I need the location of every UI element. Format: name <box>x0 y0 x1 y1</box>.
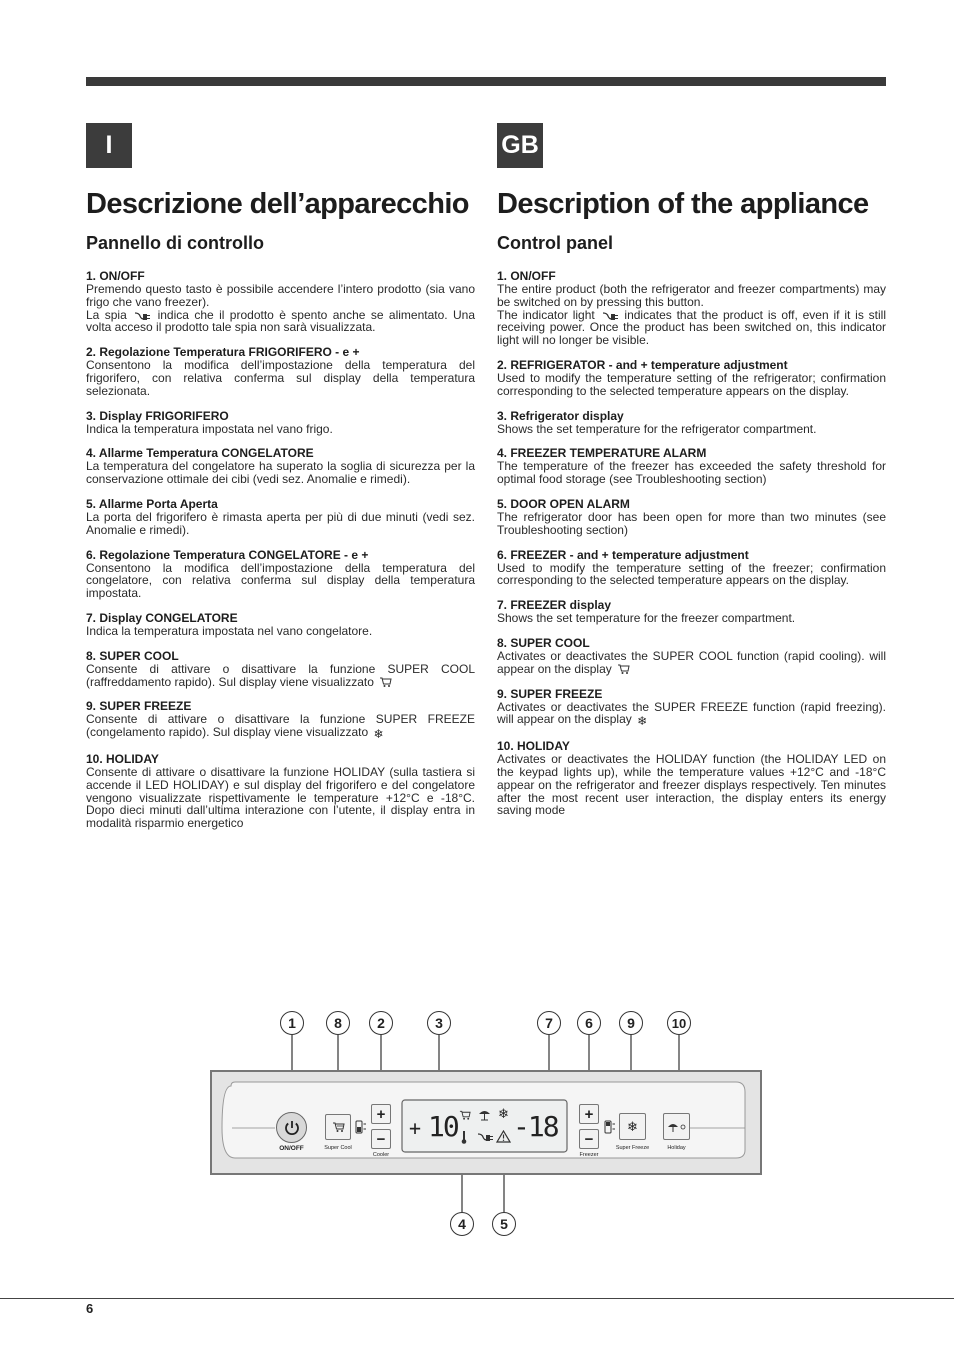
cart-icon <box>459 1109 471 1121</box>
item-title: 7. FREEZER display <box>497 598 612 613</box>
page-title: Descrizione dell’apparecchio <box>86 188 469 220</box>
description-item <box>86 753 475 830</box>
item-text: Consentono la modifica dell’impostazione della temperatura del congelatore, con relativa conferma sul display della temperatura impostata. <box>86 560 475 601</box>
freezer-label: Freezer <box>579 1152 599 1158</box>
item-title: 5. DOOR OPEN ALARM <box>497 496 630 511</box>
text-segment: The indicator light <box>497 307 600 322</box>
control-panel-diagram <box>0 1000 954 1250</box>
item-text <box>86 309 475 335</box>
item-title: 6. Regolazione Temperatura CONGELATORE - e + <box>86 547 369 562</box>
item-text: The temperature of the freezer has exceeded the safety threshold for optimal food storage (see Troubleshooting section) <box>497 459 886 487</box>
language-badge-italian: I <box>86 123 132 168</box>
item-text: Shows the set temperature for the freezer compartment. <box>497 611 796 626</box>
freezer-temperature: -18 <box>513 1110 558 1143</box>
item-title: 8. SUPER COOL <box>86 648 179 663</box>
text-segment: Activates or deactivates the SUPER COOL function (rapid cooling). will appear on the display <box>497 648 886 676</box>
item-text: La porta del frigorifero è rimasta aperta per più di due minuti (vedi sez. Anomalie e rimedi). <box>86 509 475 537</box>
item-text <box>86 663 475 689</box>
callout-9: 9 <box>619 1011 643 1035</box>
item-title: 8. SUPER COOL <box>497 635 590 650</box>
super-freeze-button[interactable] <box>619 1113 646 1140</box>
super-cool-label: Super Cool <box>324 1145 352 1151</box>
description-item <box>86 498 475 537</box>
onoff-button[interactable] <box>276 1112 307 1143</box>
italian-column <box>86 186 475 842</box>
page-title: Description of the appliance <box>497 188 869 220</box>
snowflake-icon: ❄ <box>637 714 648 729</box>
holiday-label: Holiday <box>667 1145 686 1151</box>
item-title: 9. SUPER FREEZE <box>86 699 192 714</box>
cooler-label: Cooler <box>372 1152 390 1158</box>
item-text: Consentono la modifica dell’impostazione della temperatura del frigorifero, con relativa conferma sul display della temperatura selezionata. <box>86 358 475 398</box>
text-segment: Consente di attivare o disattivare la funzione SUPER COOL (raffreddamento rapido). Sul display viene visualizzato <box>86 661 475 689</box>
section-title: Pannello di controllo <box>86 233 265 253</box>
description-item <box>497 410 886 436</box>
description-item <box>497 688 886 729</box>
page-number: 6 <box>86 1301 94 1316</box>
description-item <box>497 637 886 676</box>
fridge-minus-button[interactable]: − <box>371 1129 391 1149</box>
cart-icon <box>617 663 630 675</box>
item-title: 5. Allarme Porta Aperta <box>86 496 218 511</box>
description-item <box>497 740 886 817</box>
item-list <box>86 270 475 830</box>
freezer-indicator-icon <box>604 1120 616 1134</box>
text-segment: Consente di attivare o disattivare la funzione SUPER FREEZE (congelamento rapido). Sul display viene visualizzato <box>86 712 475 740</box>
item-text: The entire product (both the refrigerator and freezer compartments) may be switched on by pressing this button. <box>497 282 886 309</box>
callout-3: 3 <box>427 1011 451 1035</box>
callout-7: 7 <box>537 1011 561 1035</box>
text-segment: Activates or deactivates the SUPER FREEZE function (rapid freezing). will appear on the display <box>497 699 886 727</box>
description-item <box>86 346 475 397</box>
item-text: Premendo questo tasto è possibile accendere l’intero prodotto (sia vano frigo che vano freezer). <box>86 282 475 309</box>
item-list <box>497 270 886 817</box>
description-item <box>497 270 886 347</box>
description-item <box>86 410 475 436</box>
section-title: Control panel <box>497 233 613 253</box>
description-item <box>86 612 475 638</box>
item-title: 1. ON/OFF <box>86 269 145 283</box>
power-icon <box>283 1119 301 1137</box>
description-item <box>497 599 886 625</box>
item-text: Activates or deactivates the HOLIDAY function (the HOLIDAY LED on the keypad lights up), while the temperature values +12°C and -18°C appear on the refrigerator and freezer displays respectively. Ten minutes after the most recent user interaction, the display enters its energy saving mode <box>497 752 886 818</box>
item-title: 7. Display CONGELATORE <box>86 610 238 625</box>
callout-6: 6 <box>577 1011 601 1035</box>
description-item <box>86 700 475 741</box>
description-item <box>497 549 886 588</box>
english-column <box>497 186 886 829</box>
description-item <box>497 498 886 537</box>
footer-rule <box>0 1298 954 1299</box>
item-text <box>497 309 886 347</box>
super-cool-button[interactable] <box>325 1114 351 1140</box>
snowflake-icon: ❄ <box>498 1106 509 1121</box>
item-title: 1. ON/OFF <box>497 269 556 283</box>
holiday-button[interactable] <box>663 1113 690 1140</box>
description-item <box>497 359 886 398</box>
text-segment: indicates that the product is off, even if it is still receiving power. Once the product has been switched on, this indicator light will no longer be visible. <box>497 307 886 348</box>
item-text <box>497 701 886 729</box>
onoff-label: ON/OFF <box>279 1145 304 1152</box>
item-text: The refrigerator door has been open for more than two minutes (see Troubleshooting section) <box>497 509 886 537</box>
item-title: 6. FREEZER - and + temperature adjustment <box>497 547 749 562</box>
snowflake-icon: ❄ <box>373 727 384 742</box>
callout-5: 5 <box>492 1212 516 1236</box>
holiday-umbrella-icon <box>667 1121 687 1133</box>
callout-10: 10 <box>667 1011 691 1035</box>
item-title: 3. Refrigerator display <box>497 408 624 423</box>
item-title: 2. REFRIGERATOR - and + temperature adjustment <box>497 357 788 372</box>
callout-8: 8 <box>326 1011 350 1035</box>
cart-icon <box>379 676 392 688</box>
item-title: 4. FREEZER TEMPERATURE ALARM <box>497 446 707 461</box>
item-title: 10. HOLIDAY <box>497 739 570 754</box>
callout-1: 1 <box>280 1011 304 1035</box>
fridge-indicator-icon <box>355 1120 367 1134</box>
plug-icon <box>134 311 150 321</box>
plug-icon <box>602 311 618 321</box>
item-text: Used to modify the temperature setting of the refrigerator; confirmation corresponding to the selected temperature appears on the display. <box>497 370 886 398</box>
warning-icon <box>496 1130 511 1143</box>
snowflake-icon: ❄ <box>627 1118 638 1134</box>
item-text: Used to modify the temperature setting of the freezer; confirmation corresponding to the selected temperature appears on the display. <box>497 560 886 588</box>
item-text: La temperatura del congelatore ha superato la soglia di sicurezza per la conservazione ottimale dei cibi (vedi sez. Anomalie e rimedi). <box>86 459 475 487</box>
callout-2: 2 <box>369 1011 393 1035</box>
language-badge-english: GB <box>497 123 543 168</box>
item-text: Consente di attivare o disattivare la funzione HOLIDAY (sulla tastiera si accende il LED HOLIDAY) e sul display del frigorifero e del congelatore vengono visualizzate rispettivamente le temperature +12°C e -18°C. Dopo dieci minuti dall’ultima interazione con l’utente, il display entra in modalità risparmio energetico <box>86 764 475 831</box>
description-item <box>86 270 475 334</box>
umbrella-icon <box>478 1108 491 1121</box>
description-item <box>497 447 886 486</box>
description-item <box>86 650 475 689</box>
description-item <box>86 447 475 486</box>
callout-4: 4 <box>450 1212 474 1236</box>
fridge-sign: + <box>409 1116 422 1140</box>
super-freeze-label: Super Freeze <box>615 1145 650 1151</box>
item-title: 3. Display FRIGORIFERO <box>86 408 229 423</box>
item-text <box>86 713 475 741</box>
item-title: 10. HOLIDAY <box>86 751 159 766</box>
cart-icon <box>332 1121 345 1133</box>
plug-icon <box>477 1132 493 1142</box>
item-text: Indica la temperatura impostata nel vano congelatore. <box>86 623 373 638</box>
freezer-plus-button[interactable]: + <box>579 1104 599 1124</box>
fridge-plus-button[interactable]: + <box>371 1104 391 1124</box>
item-text: Indica la temperatura impostata nel vano frigo. <box>86 421 333 436</box>
item-text <box>497 650 886 676</box>
fridge-temperature: 10 <box>428 1110 458 1143</box>
thermometer-icon <box>460 1130 468 1144</box>
item-title: 4. Allarme Temperatura CONGELATORE <box>86 446 314 461</box>
item-title: 2. Regolazione Temperatura FRIGORIFERO - e + <box>86 345 360 360</box>
text-segment: La spia <box>86 307 133 322</box>
top-rule <box>86 77 886 86</box>
text-segment: indica che il prodotto è spento anche se alimentato. Una volta acceso il prodotto tale spia non sarà visualizzata. <box>86 307 476 335</box>
description-item <box>86 549 475 600</box>
item-text: Shows the set temperature for the refrigerator compartment. <box>497 421 817 436</box>
item-title: 9. SUPER FREEZE <box>497 686 603 701</box>
freezer-minus-button[interactable]: − <box>579 1129 599 1149</box>
